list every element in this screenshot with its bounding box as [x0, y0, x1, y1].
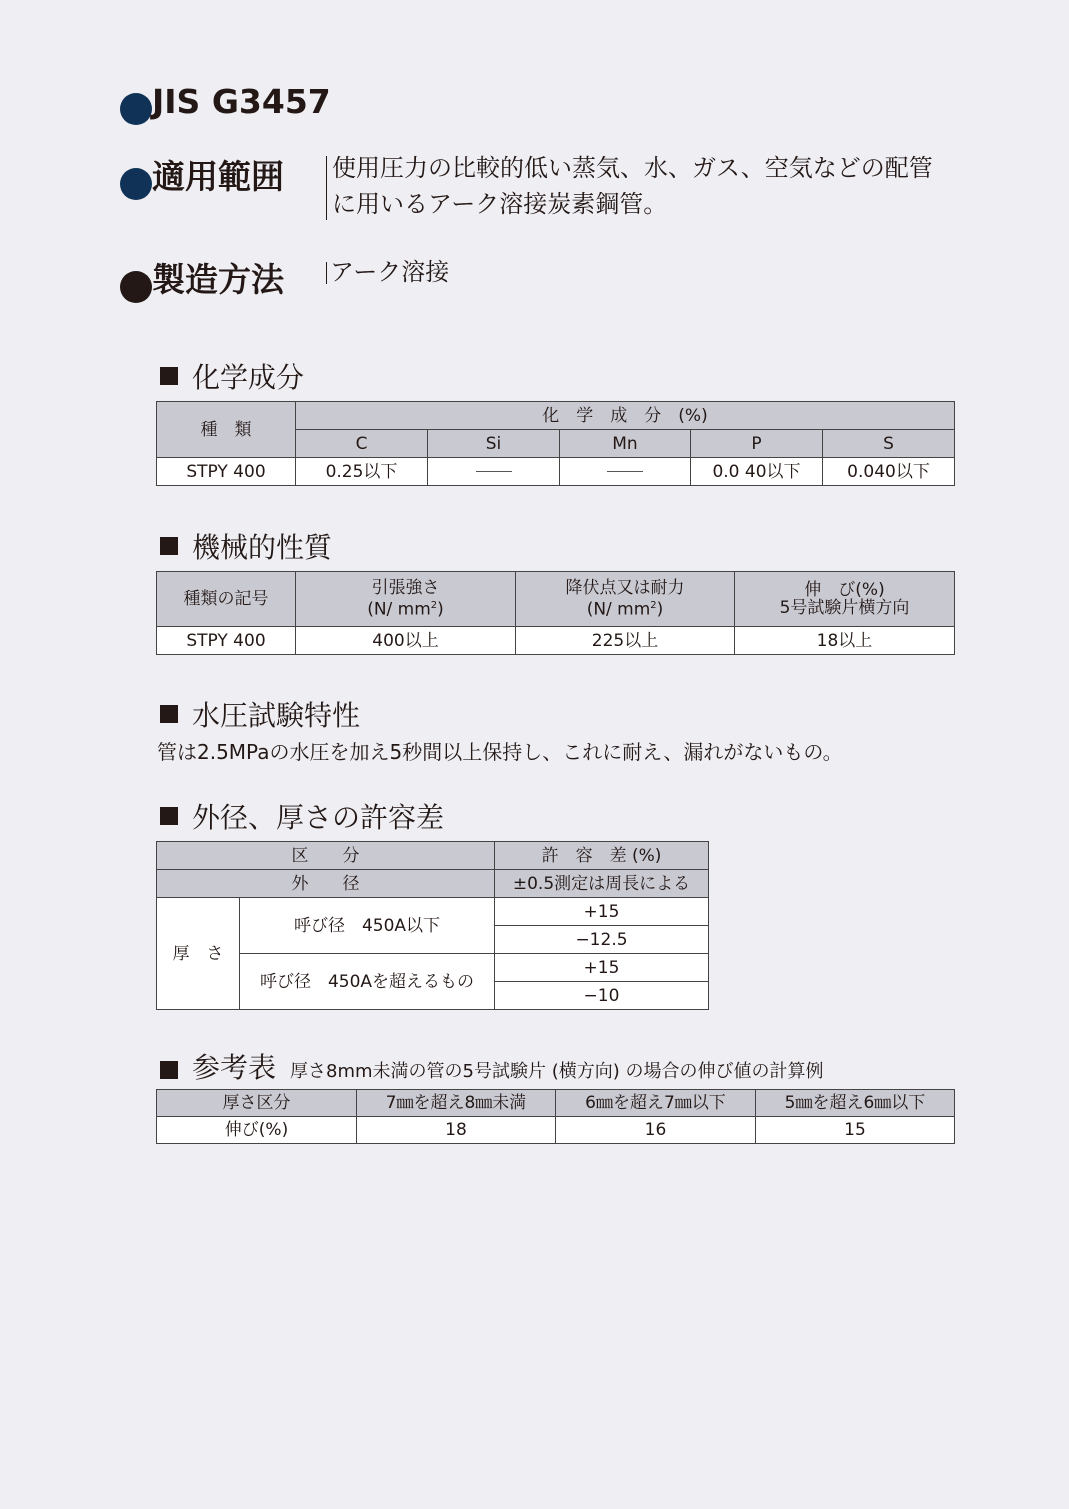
mech-col-yield: [516, 572, 735, 627]
ref-header-3: 5㎜を超え6㎜以下: [756, 1090, 955, 1117]
method-value: アーク溶接: [330, 258, 450, 286]
navy-bullet-icon: [120, 93, 152, 125]
ref-row-value-2: 16: [556, 1117, 756, 1144]
chem-value-si: [428, 458, 560, 486]
chem-section-title: [160, 356, 304, 396]
tol-nom2: 呼び径 450Aを超えるもの: [240, 954, 495, 1010]
chem-value-s: 0.040以下: [823, 458, 955, 486]
mech-col-elong: [735, 572, 955, 627]
scope-heading: [120, 151, 284, 200]
ref-header-0: 厚さ区分: [157, 1090, 357, 1117]
page-title: JIS G3457: [152, 82, 331, 121]
tol-od-value: ±0.5測定は周長による: [495, 870, 709, 898]
chem-element-p: P: [691, 430, 823, 458]
tol-nom2-minus: −10: [495, 982, 709, 1010]
method-label: 製造方法: [152, 260, 284, 299]
chem-col-type: 種 類: [157, 402, 296, 458]
mech-section-title: [160, 526, 332, 566]
ref-section-title: [160, 1046, 823, 1086]
tol-thick-label: 厚 さ: [157, 898, 240, 1010]
method-heading: [120, 254, 284, 303]
ref-title: 参考表: [192, 1051, 277, 1084]
scope-label: 適用範囲: [152, 157, 284, 196]
ref-row-value-1: 18: [357, 1117, 556, 1144]
mech-row-tensile: 400以上: [296, 627, 516, 655]
chem-value-c: 0.25以下: [296, 458, 428, 486]
dash-icon: [607, 471, 643, 472]
ref-header-2: 6㎜を超え7㎜以下: [556, 1090, 756, 1117]
page-header: [120, 82, 331, 125]
tol-nom1-plus: +15: [495, 898, 709, 926]
tol-nom1-minus: −12.5: [495, 926, 709, 954]
chem-value-mn: [560, 458, 691, 486]
square-bullet-icon: [160, 807, 178, 825]
mech-title: 機械的性質: [192, 531, 333, 564]
black-bullet-icon: [120, 271, 152, 303]
scope-text: [332, 150, 933, 222]
mech-yield-unit: (N/ $mm^2$): [586, 599, 664, 620]
ref-subtitle: 厚さ8mm未満の管の5号試験片 (横方向) の場合の伸び値の計算例: [290, 1061, 824, 1082]
tol-nom2-plus: +15: [495, 954, 709, 982]
ref-table: [156, 1089, 955, 1144]
tol-col-div: 区 分: [157, 842, 495, 870]
scope-divider: [326, 156, 327, 220]
hydro-text: 管は2.5MPaの水圧を加え5秒間以上保持し、これに耐え、漏れがないもの。: [157, 740, 843, 764]
tol-table: [156, 841, 709, 1010]
tol-section-title: [160, 796, 444, 836]
square-bullet-icon: [160, 367, 178, 385]
mech-elong-sub: 5号試験片横方向: [779, 598, 910, 618]
hydro-section-title: [160, 694, 360, 734]
scope-line-1: 使用圧力の比較的低い蒸気、水、ガス、空気などの配管: [332, 154, 933, 182]
mech-row-type: STPY 400: [157, 627, 296, 655]
chem-element-s: S: [823, 430, 955, 458]
mech-col-type: 種類の記号: [157, 572, 296, 627]
hydro-title: 水圧試験特性: [192, 699, 361, 732]
tol-nom1: 呼び径 450A以下: [240, 898, 495, 954]
mech-yield-label: 降伏点又は耐力: [565, 578, 685, 599]
ref-row-label: 伸び(%): [157, 1117, 357, 1144]
tol-col-tol: 許 容 差 (%): [495, 842, 709, 870]
mech-elong-label: 伸 び(%): [804, 580, 885, 600]
mech-tensile-label: 引張強さ: [371, 578, 440, 599]
chem-row-type: STPY 400: [157, 458, 296, 486]
square-bullet-icon: [160, 705, 178, 723]
tol-title: 外径、厚さの許容差: [192, 801, 445, 834]
square-bullet-icon: [160, 537, 178, 555]
mech-col-tensile: [296, 572, 516, 627]
mech-row-elong: 18以上: [735, 627, 955, 655]
ref-header-1: 7㎜を超え8㎜未満: [357, 1090, 556, 1117]
chem-col-group: 化 学 成 分 (%): [296, 402, 955, 430]
mech-row-yield: 225以上: [516, 627, 735, 655]
chem-element-mn: Mn: [560, 430, 691, 458]
chem-element-si: Si: [428, 430, 560, 458]
dash-icon: [476, 471, 512, 472]
tol-od-label: 外 径: [157, 870, 495, 898]
mech-table: [156, 571, 955, 655]
square-bullet-icon: [160, 1061, 178, 1079]
chem-value-p: 0.0 40以下: [691, 458, 823, 486]
chem-table: [156, 401, 955, 486]
scope-line-2: に用いるアーク溶接炭素鋼管。: [332, 190, 668, 218]
chem-element-c: C: [296, 430, 428, 458]
method-divider: [326, 262, 327, 284]
ref-row-value-3: 15: [756, 1117, 955, 1144]
chem-title: 化学成分: [192, 361, 305, 394]
navy-bullet-icon: [120, 168, 152, 200]
mech-tensile-unit: (N/ $mm^2$): [367, 599, 444, 620]
